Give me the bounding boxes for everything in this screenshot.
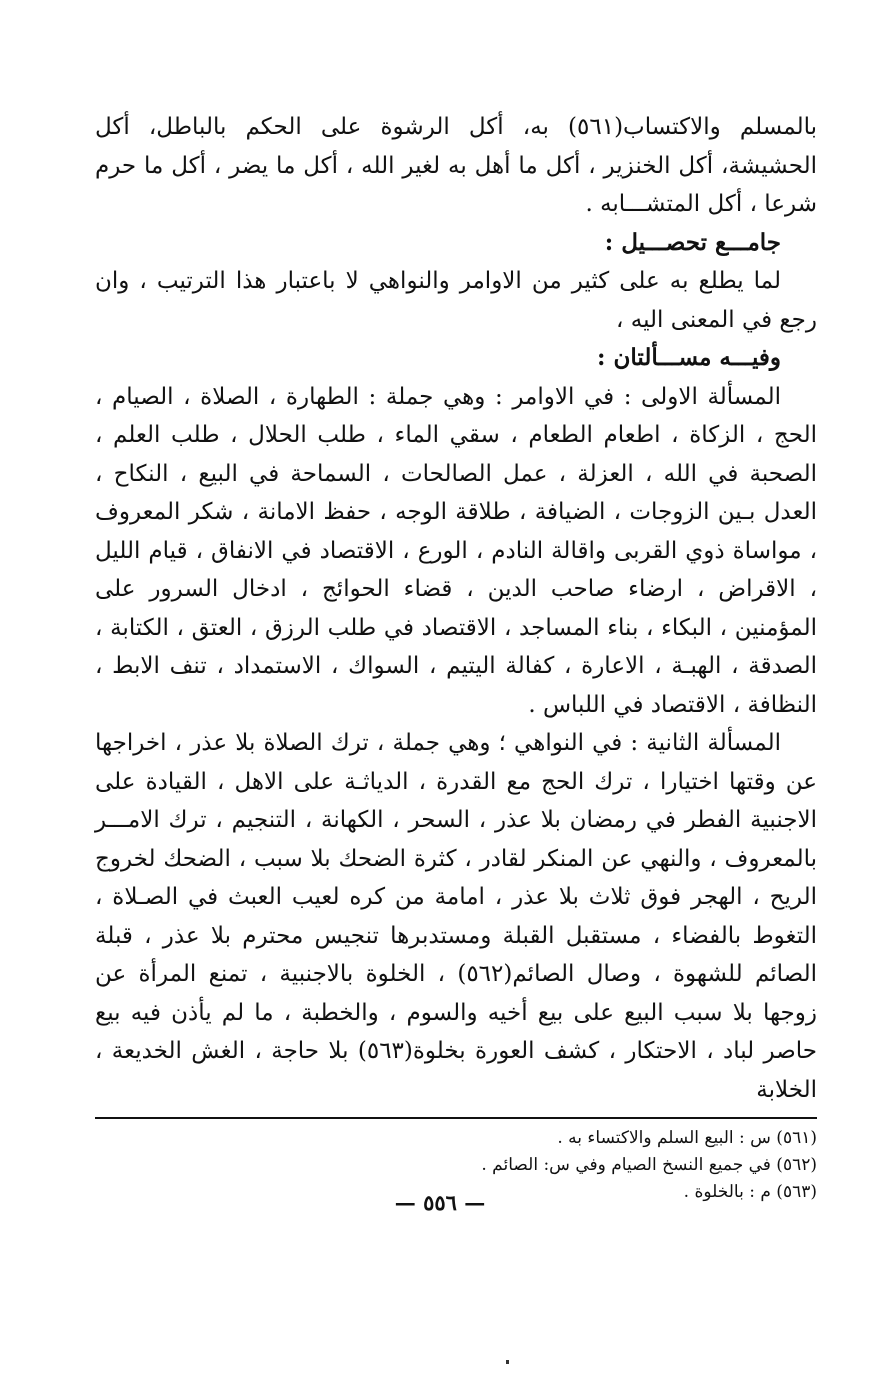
footnote-item: (٥٦١) س : البيع السلم والاكتساء به .: [557, 1128, 817, 1148]
section-intro: لما يطلع به على كثير من الاوامر والنواهي لا باعتبار هذا الترتيب ، وان رجع في المعنى اليه ،: [95, 268, 817, 333]
footnote-divider: [95, 1117, 817, 1119]
subsection-heading: وفيـــه مســـألتان :: [597, 344, 781, 371]
section-heading: جامـــع تحصـــيل :: [604, 228, 781, 256]
second-issue-paragraph: المسألة الثانية : في النواهي ؛ وهي جملة ، ترك الصلاة بلا عذر ، اخراجها عن وقتها اختيارا ، ترك الحج مع القدرة ، الدياثـة على الاهل ، القيادة على الاجنبية الفطر في رمضان بلا عذر ، السحر ، الكهانة ، التنجيم ، ترك الامـــر بالمعروف ، والنهي عن المنكر لقادر ، كثرة الضحك بلا سبب ، الضحك لخروج الريح ، الهجر فوق ثلاث بلا عذر ، امامة من كره لعيب العبث في الصـلاة ، التغوط بالفضاء ، مستقبل القبلة ومستدبرها تنجيس محترم بلا عذر ، قبلة الصائم للشهوة ، وصال الصائم(٥٦٢) ، الخلوة بالاجنبية ، تمنع المرأة عن زوجها بلا سبب البيع على بيع أخيه والسوم ، والخطبة ، ما لم يأذن فيه بيع حاصر لباد ، الاحتكار ، كشف العورة بخلوة(٥٦٣) بلا حاجة ، الغش الخديعة ، الخلابة: [95, 730, 818, 1103]
first-issue-paragraph: المسألة الاولى : في الاوامر : وهي جملة : الطهارة ، الصلاة ، الصيام ، الحج ، الزكاة ، اطعام الطعام ، سقي الماء ، طلب الحلال ، طلب العلم ، الصحبة في الله ، العزلة ، عمل الصالحات ، السماحة في البيع ، النكاح ، العدل بـين الزوجات ، الضيافة ، طلاقة الوجه ، حفظ الامانة ، شكر المعروف ، مواساة ذوي القربى واقالة النادم ، الورع ، الاقتصاد في الانفاق ، قيام الليل ، الاقراض ، ارضاء صاحب الدين ، قضاء الحوائج ، ادخال السرور على المؤمنين ، البكاء ، بناء المساجد ، الاقتصاد في طلب الرزق ، العتق ، الكتابة ، الصدقة ، الهبـة ، الاعارة ، كفالة اليتيم ، السواك ، الاستمداد ، تنف الابط ، النظافة ، الاقتصاد في اللباس .: [95, 383, 817, 718]
paragraph-continuation: بالمسلم والاكتساب(٥٦١) به، أكل الرشوة على الحكم بالباطل، أكل الحشيشة، أكل الخنزير ، أكل ما أهل به لغير الله ، أكل ما يضر ، أكل ما حرم شرعا ، أكل المتشـــابه .: [95, 114, 818, 217]
footnote-item: (٥٦٢) في جميع النسخ الصيام وفي س: الصائم .: [481, 1155, 817, 1175]
footnote-item: (٥٦٣) م : بالخلوة .: [683, 1182, 817, 1202]
page-number: — ٥٥٦ —: [394, 1190, 486, 1215]
body-text: [95, 108, 817, 1109]
scan-speck: [506, 1360, 509, 1364]
page-content: [95, 108, 817, 1206]
